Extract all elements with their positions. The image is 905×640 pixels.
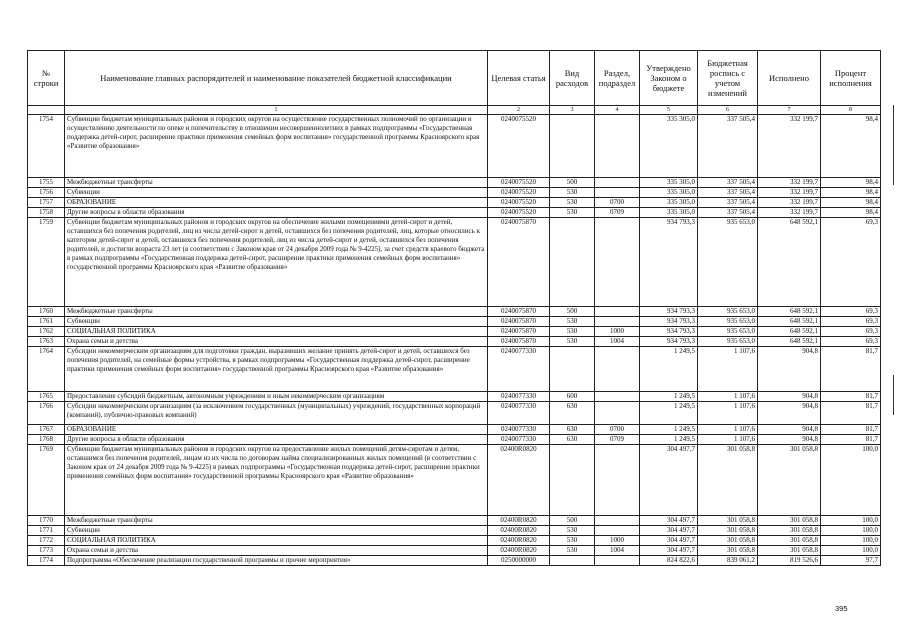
budget-plan-cell: 301 058,8 — [698, 536, 758, 546]
section-cell — [595, 516, 640, 526]
target-article-cell: 0240075870 — [488, 327, 550, 337]
table-row — [28, 445, 881, 516]
section-cell — [595, 115, 640, 178]
header-row-number: № строки — [28, 51, 65, 106]
column-number-row — [28, 106, 881, 115]
expense-type-cell — [550, 445, 595, 516]
section-cell: 1004 — [595, 337, 640, 347]
scan-edge-mark — [893, 105, 894, 185]
table-row — [28, 115, 881, 178]
approved-cell: 1 249,5 — [640, 392, 698, 402]
table-row — [28, 337, 881, 347]
row-number-cell: 1758 — [28, 208, 65, 218]
table-row — [28, 307, 881, 317]
row-name-cell: ОБРАЗОВАНИЕ — [65, 425, 488, 435]
target-article-cell: 0240075520 — [488, 208, 550, 218]
row-number-cell: 1756 — [28, 188, 65, 198]
percent-cell: 81,7 — [821, 425, 881, 435]
target-article-cell: 0240075520 — [488, 188, 550, 198]
column-number: 2 — [488, 106, 550, 115]
percent-cell: 81,7 — [821, 347, 881, 392]
row-name-cell: Субвенции бюджетам муниципальных районов и городских округов на обеспечение жилыми помещениями детей-сирот и детей, оставшихся без попечения родителей, лиц из числа детей-сирот и детей, оставшихся без попечения родителей, лиц, которые относились к категории детей-сирот и детей, оставшихся без попечения родителей, лиц из числа детей-сирот и детей, оставшихся без попечения родителей, и достигли возраста 23 лет (в соответствии с Законом края от 24 декабря 2009 года № 9-4225), за счет средств краевого бюджета в рамках подпрограммы «Государственная поддержка детей-сирот, расширение практики применения семейных форм воспитания» государственной программы Красноярского края «Развитие образования» — [65, 218, 488, 307]
approved-cell: 934 793,3 — [640, 317, 698, 327]
approved-cell: 824 822,6 — [640, 556, 698, 566]
header-row — [28, 51, 881, 106]
expense-type-cell: 530 — [550, 327, 595, 337]
target-article-cell: 0240077330 — [488, 402, 550, 425]
row-name-cell: Предоставление субсидий бюджетным, автономным учреждениям и иным некоммерческим организациям — [65, 392, 488, 402]
row-name-cell: Другие вопросы в области образования — [65, 435, 488, 445]
percent-cell: 81,7 — [821, 435, 881, 445]
header-name: Наименование главных распорядителей и наименование показателей бюджетной классификации — [65, 51, 488, 106]
executed-cell: 332 199,7 — [758, 208, 821, 218]
header-section: Раздел, подраздел — [595, 51, 640, 106]
section-cell — [595, 178, 640, 188]
section-cell — [595, 317, 640, 327]
row-name-cell: ОБРАЗОВАНИЕ — [65, 198, 488, 208]
target-article-cell: 02400R0820 — [488, 546, 550, 556]
expense-type-cell: 630 — [550, 402, 595, 425]
executed-cell: 904,8 — [758, 347, 821, 392]
target-article-cell: 0240075870 — [488, 337, 550, 347]
section-cell — [595, 526, 640, 536]
executed-cell: 819 526,6 — [758, 556, 821, 566]
budget-plan-cell: 301 058,8 — [698, 516, 758, 526]
row-name-cell: Межбюджетные трансферты — [65, 516, 488, 526]
row-number-cell: 1771 — [28, 526, 65, 536]
expense-type-cell: 530 — [550, 198, 595, 208]
header-expense-type: Вид расходов — [550, 51, 595, 106]
row-name-cell: СОЦИАЛЬНАЯ ПОЛИТИКА — [65, 327, 488, 337]
section-cell: 0700 — [595, 425, 640, 435]
table-row — [28, 392, 881, 402]
budget-plan-cell: 1 107,6 — [698, 347, 758, 392]
executed-cell: 648 592,1 — [758, 327, 821, 337]
percent-cell: 100,0 — [821, 516, 881, 526]
target-article-cell: 02400R0820 — [488, 526, 550, 536]
executed-cell: 648 592,1 — [758, 218, 821, 307]
target-article-cell: 02400R0820 — [488, 536, 550, 546]
table-row — [28, 188, 881, 198]
percent-cell: 81,7 — [821, 392, 881, 402]
row-number-cell: 1760 — [28, 307, 65, 317]
approved-cell: 1 249,5 — [640, 347, 698, 392]
expense-type-cell: 530 — [550, 536, 595, 546]
expense-type-cell: 530 — [550, 317, 595, 327]
section-cell: 0700 — [595, 198, 640, 208]
percent-cell: 81,7 — [821, 402, 881, 425]
table-row — [28, 208, 881, 218]
scan-edge-mark — [893, 375, 894, 415]
target-article-cell: 0240075520 — [488, 178, 550, 188]
table-row — [28, 536, 881, 546]
budget-plan-cell: 1 107,6 — [698, 402, 758, 425]
section-cell: 1004 — [595, 546, 640, 556]
executed-cell: 332 199,7 — [758, 178, 821, 188]
table-row — [28, 218, 881, 307]
row-number-cell: 1770 — [28, 516, 65, 526]
approved-cell: 304 497,7 — [640, 536, 698, 546]
executed-cell: 301 058,8 — [758, 445, 821, 516]
table-row — [28, 516, 881, 526]
percent-cell: 69,3 — [821, 317, 881, 327]
row-name-cell: Подпрограмма «Обеспечение реализации государственной программы и прочие мероприятия» — [65, 556, 488, 566]
approved-cell: 304 497,7 — [640, 546, 698, 556]
expense-type-cell: 630 — [550, 435, 595, 445]
percent-cell: 98,4 — [821, 198, 881, 208]
budget-plan-cell: 935 653,0 — [698, 317, 758, 327]
row-name-cell: Субсидии некоммерческим организациям для подготовки граждан, выразивших желание принять детей-сирот и детей, оставшихся без попечения родителей, на семейные формы устройства, в рамках подпрограммы «Государственная поддержка детей-сирот, расширение практики применения семейных форм воспитания» государственной программы Красноярского края «Развитие образования» — [65, 347, 488, 392]
expense-type-cell: 530 — [550, 188, 595, 198]
approved-cell: 304 497,7 — [640, 445, 698, 516]
target-article-cell: 0240075870 — [488, 218, 550, 307]
expense-type-cell: 630 — [550, 425, 595, 435]
row-number-cell: 1762 — [28, 327, 65, 337]
approved-cell: 1 249,5 — [640, 402, 698, 425]
section-cell — [595, 347, 640, 392]
approved-cell: 304 497,7 — [640, 516, 698, 526]
section-cell — [595, 556, 640, 566]
section-cell: 1000 — [595, 536, 640, 546]
budget-plan-cell: 337 505,4 — [698, 115, 758, 178]
header-executed: Исполнено — [758, 51, 821, 106]
budget-plan-cell: 935 653,0 — [698, 307, 758, 317]
section-cell: 0709 — [595, 208, 640, 218]
executed-cell: 332 199,7 — [758, 115, 821, 178]
expense-type-cell: 530 — [550, 337, 595, 347]
executed-cell: 648 592,1 — [758, 317, 821, 327]
expense-type-cell: 530 — [550, 208, 595, 218]
approved-cell: 934 793,3 — [640, 337, 698, 347]
row-number-cell: 1772 — [28, 536, 65, 546]
budget-plan-cell: 935 653,0 — [698, 218, 758, 307]
row-number-cell: 1763 — [28, 337, 65, 347]
row-number-cell: 1766 — [28, 402, 65, 425]
target-article-cell: 0240075520 — [488, 115, 550, 178]
executed-cell: 332 199,7 — [758, 198, 821, 208]
percent-cell: 69,3 — [821, 307, 881, 317]
row-name-cell: Охрана семьи и детства — [65, 546, 488, 556]
table-row — [28, 347, 881, 392]
target-article-cell: 02400R0820 — [488, 445, 550, 516]
budget-plan-cell: 1 107,6 — [698, 425, 758, 435]
expense-type-cell — [550, 556, 595, 566]
executed-cell: 904,8 — [758, 435, 821, 445]
section-cell — [595, 218, 640, 307]
budget-plan-cell: 337 505,4 — [698, 178, 758, 188]
row-number-cell: 1773 — [28, 546, 65, 556]
row-name-cell: Субвенции бюджетам муниципальных районов и городских округов на осуществление государственных полномочий по организации и осуществлению деятельности по опеке и попечительству в отношении несовершеннолетних в рамках подпрограммы «Государственная поддержка детей-сирот, расширение практики применения семейных форм воспитания» государственной программы Красноярского края «Развитие образования» — [65, 115, 488, 178]
row-number-cell: 1768 — [28, 435, 65, 445]
percent-cell: 97,7 — [821, 556, 881, 566]
expense-type-cell: 530 — [550, 546, 595, 556]
approved-cell: 934 793,3 — [640, 307, 698, 317]
target-article-cell: 02400R0820 — [488, 516, 550, 526]
row-number-cell: 1767 — [28, 425, 65, 435]
target-article-cell: 0250000000 — [488, 556, 550, 566]
table-row — [28, 317, 881, 327]
budget-plan-cell: 301 058,8 — [698, 526, 758, 536]
percent-cell: 100,0 — [821, 536, 881, 546]
budget-plan-cell: 337 505,4 — [698, 198, 758, 208]
row-number-cell: 1765 — [28, 392, 65, 402]
executed-cell: 904,8 — [758, 425, 821, 435]
target-article-cell: 0240075520 — [488, 198, 550, 208]
approved-cell: 934 793,3 — [640, 218, 698, 307]
budget-plan-cell: 935 653,0 — [698, 337, 758, 347]
page-number: 395 — [835, 604, 848, 613]
section-cell — [595, 307, 640, 317]
header-percent: Процент исполнения — [821, 51, 881, 106]
percent-cell: 69,3 — [821, 218, 881, 307]
approved-cell: 335 305,0 — [640, 115, 698, 178]
table-row — [28, 526, 881, 536]
table-row — [28, 178, 881, 188]
header-budget-plan: Бюджетная роспись с учетом изменений — [698, 51, 758, 106]
header-approved: Утверждено Законом о бюджете — [640, 51, 698, 106]
row-number-cell: 1757 — [28, 198, 65, 208]
table-row — [28, 327, 881, 337]
executed-cell: 301 058,8 — [758, 516, 821, 526]
percent-cell: 69,3 — [821, 337, 881, 347]
table-body — [28, 115, 881, 566]
executed-cell: 301 058,8 — [758, 526, 821, 536]
column-number — [28, 106, 65, 115]
budget-plan-cell: 1 107,6 — [698, 435, 758, 445]
approved-cell: 1 249,5 — [640, 435, 698, 445]
row-number-cell: 1754 — [28, 115, 65, 178]
budget-plan-cell: 839 061,2 — [698, 556, 758, 566]
section-cell — [595, 445, 640, 516]
table-row — [28, 402, 881, 425]
expense-type-cell: 500 — [550, 516, 595, 526]
target-article-cell: 0240077330 — [488, 435, 550, 445]
percent-cell: 69,3 — [821, 327, 881, 337]
table-row — [28, 546, 881, 556]
target-article-cell: 0240077330 — [488, 347, 550, 392]
expense-type-cell: 500 — [550, 178, 595, 188]
approved-cell: 934 793,3 — [640, 327, 698, 337]
expense-type-cell: 530 — [550, 526, 595, 536]
section-cell — [595, 392, 640, 402]
executed-cell: 648 592,1 — [758, 337, 821, 347]
row-number-cell: 1764 — [28, 347, 65, 392]
budget-plan-cell: 301 058,8 — [698, 445, 758, 516]
approved-cell: 335 305,0 — [640, 198, 698, 208]
percent-cell: 98,4 — [821, 178, 881, 188]
column-number: 1 — [65, 106, 488, 115]
percent-cell: 98,4 — [821, 115, 881, 178]
row-name-cell: Субвенции — [65, 317, 488, 327]
row-name-cell: Субсидии некоммерческим организациям (за исключением государственных (муниципальных) учреждений, государственных корпораций (компаний), публично-правовых компаний) — [65, 402, 488, 425]
row-name-cell: Субвенции — [65, 526, 488, 536]
row-name-cell: Другие вопросы в области образования — [65, 208, 488, 218]
approved-cell: 335 305,0 — [640, 208, 698, 218]
header-target-article: Целевая статья — [488, 51, 550, 106]
budget-table — [27, 50, 881, 566]
expense-type-cell — [550, 115, 595, 178]
column-number: 8 — [821, 106, 881, 115]
target-article-cell: 0240077330 — [488, 392, 550, 402]
section-cell: 1000 — [595, 327, 640, 337]
budget-plan-cell: 301 058,8 — [698, 546, 758, 556]
percent-cell: 98,4 — [821, 208, 881, 218]
budget-plan-cell: 337 505,4 — [698, 208, 758, 218]
approved-cell: 304 497,7 — [640, 526, 698, 536]
column-number: 3 — [550, 106, 595, 115]
executed-cell: 904,8 — [758, 402, 821, 425]
percent-cell: 100,0 — [821, 526, 881, 536]
budget-plan-cell: 337 505,4 — [698, 188, 758, 198]
section-cell — [595, 402, 640, 425]
executed-cell: 301 058,8 — [758, 536, 821, 546]
percent-cell: 98,4 — [821, 188, 881, 198]
table-row — [28, 198, 881, 208]
table-row — [28, 435, 881, 445]
column-number: 4 — [595, 106, 640, 115]
target-article-cell: 0240075870 — [488, 317, 550, 327]
budget-plan-cell: 935 653,0 — [698, 327, 758, 337]
row-number-cell: 1761 — [28, 317, 65, 327]
approved-cell: 335 305,0 — [640, 188, 698, 198]
expense-type-cell — [550, 347, 595, 392]
row-name-cell: СОЦИАЛЬНАЯ ПОЛИТИКА — [65, 536, 488, 546]
row-number-cell: 1759 — [28, 218, 65, 307]
column-number: 6 — [698, 106, 758, 115]
column-number: 5 — [640, 106, 698, 115]
row-number-cell: 1755 — [28, 178, 65, 188]
row-name-cell: Межбюджетные трансферты — [65, 307, 488, 317]
expense-type-cell: 500 — [550, 307, 595, 317]
column-number: 7 — [758, 106, 821, 115]
row-name-cell: Субвенции — [65, 188, 488, 198]
budget-plan-cell: 1 107,6 — [698, 392, 758, 402]
approved-cell: 1 249,5 — [640, 425, 698, 435]
row-name-cell: Охрана семьи и детства — [65, 337, 488, 347]
percent-cell: 100,0 — [821, 445, 881, 516]
row-number-cell: 1769 — [28, 445, 65, 516]
row-name-cell: Субвенции бюджетам муниципальных районов и городских округов на предоставление жилых помещений детям-сиротам и детям, оставшимся без попечения родителей, лицам из их числа по договорам найма специализированных жилых помещений (в соответствии с Законом края от 24 декабря 2009 года № 9-4225) в рамках подпрограммы «Государственная поддержка детей-сирот, расширение практики применения семейных форм воспитания» государственной программы Красноярского края «Развитие образования» — [65, 445, 488, 516]
executed-cell: 301 058,8 — [758, 546, 821, 556]
executed-cell: 648 592,1 — [758, 307, 821, 317]
target-article-cell: 0240077330 — [488, 425, 550, 435]
table-row — [28, 425, 881, 435]
expense-type-cell: 600 — [550, 392, 595, 402]
row-number-cell: 1774 — [28, 556, 65, 566]
approved-cell: 335 305,0 — [640, 178, 698, 188]
executed-cell: 904,8 — [758, 392, 821, 402]
executed-cell: 332 199,7 — [758, 188, 821, 198]
table-row — [28, 556, 881, 566]
target-article-cell: 0240075870 — [488, 307, 550, 317]
section-cell — [595, 188, 640, 198]
section-cell: 0709 — [595, 435, 640, 445]
row-name-cell: Межбюджетные трансферты — [65, 178, 488, 188]
percent-cell: 100,0 — [821, 546, 881, 556]
expense-type-cell — [550, 218, 595, 307]
